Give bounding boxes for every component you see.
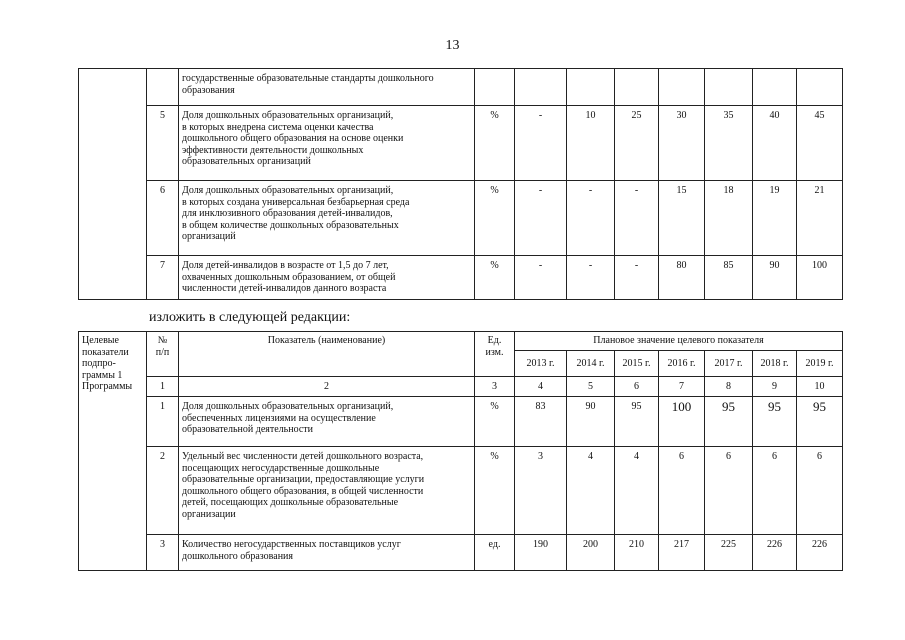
index-cell: 7 — [659, 377, 705, 397]
index-cell: 6 — [615, 377, 659, 397]
unit-header: Ед. изм. — [475, 332, 515, 377]
value-cell: 21 — [797, 181, 843, 256]
table-row — [79, 397, 843, 447]
value-cell: - — [515, 106, 567, 181]
value-cell: - — [515, 256, 567, 300]
value-cell: 100 — [659, 397, 705, 447]
value-cell: 210 — [615, 535, 659, 571]
table-row — [79, 106, 843, 181]
row-number: 6 — [147, 181, 179, 256]
row-number: 5 — [147, 106, 179, 181]
left-group-cell — [79, 69, 147, 300]
year-header: 2019 г. — [797, 351, 843, 377]
value-cell: 6 — [753, 447, 797, 535]
year-header: 2015 г. — [615, 351, 659, 377]
value-cell: 19 — [753, 181, 797, 256]
value-cell: 95 — [615, 397, 659, 447]
value-cell: 90 — [567, 397, 615, 447]
indicator-name: Доля дошкольных образовательных организаций, обеспеченных лицензиями на осуществление образовательной деятельности — [179, 397, 475, 447]
table-row — [79, 256, 843, 300]
value-cell: 6 — [797, 447, 843, 535]
value-cell: 200 — [567, 535, 615, 571]
value-cell: 4 — [615, 447, 659, 535]
value-cell: 95 — [705, 397, 753, 447]
unit-cell: % — [475, 106, 515, 181]
value-cell: 226 — [753, 535, 797, 571]
table-row — [79, 535, 843, 571]
value-cell: - — [567, 256, 615, 300]
value-cell: 45 — [797, 106, 843, 181]
value-cell: 83 — [515, 397, 567, 447]
year-header: 2013 г. — [515, 351, 567, 377]
continuation-text: государственные образовательные стандарты дошкольного образования — [179, 69, 475, 106]
table-row — [79, 181, 843, 256]
index-cell: 3 — [475, 377, 515, 397]
row-number: 1 — [147, 397, 179, 447]
index-cell: 1 — [147, 377, 179, 397]
number-header: № п/п — [147, 332, 179, 377]
index-cell: 8 — [705, 377, 753, 397]
value-cell: 100 — [797, 256, 843, 300]
index-cell: 2 — [179, 377, 475, 397]
value-cell: - — [567, 181, 615, 256]
value-cell: 95 — [797, 397, 843, 447]
value-cell: 35 — [705, 106, 753, 181]
indicator-name-header: Показатель (наименование) — [179, 332, 475, 377]
unit-cell: % — [475, 256, 515, 300]
index-cell: 5 — [567, 377, 615, 397]
indicator-name: Удельный вес численности детей дошкольного возраста, посещающих негосударственные дошкольные образовательные организации, предоставляющие услуги дошкольного общего образования, в общей численности детей, посещающих дошкольные образовательные организации — [179, 447, 475, 535]
value-cell: - — [515, 181, 567, 256]
year-header: 2014 г. — [567, 351, 615, 377]
year-header: 2016 г. — [659, 351, 705, 377]
indicator-name: Количество негосударственных поставщиков услуг дошкольного образования — [179, 535, 475, 571]
value-cell: 6 — [705, 447, 753, 535]
index-cell: 9 — [753, 377, 797, 397]
value-cell: 30 — [659, 106, 705, 181]
indicator-name: Доля детей-инвалидов в возрасте от 1,5 до 7 лет, охваченных дошкольным образованием, от общей численности детей-инвалидов данного возраста — [179, 256, 475, 300]
index-row — [79, 377, 843, 397]
value-cell: 85 — [705, 256, 753, 300]
previous-indicators-table — [78, 68, 843, 300]
value-cell: 190 — [515, 535, 567, 571]
target-indicators-header: Целевые показатели подпро- граммы 1 Программы — [79, 332, 147, 571]
value-cell: - — [615, 256, 659, 300]
plan-value-header: Плановое значение целевого показателя — [515, 332, 843, 351]
unit-cell: % — [475, 181, 515, 256]
year-header: 2017 г. — [705, 351, 753, 377]
row-number: 7 — [147, 256, 179, 300]
value-cell: 10 — [567, 106, 615, 181]
header-row — [79, 332, 843, 351]
value-cell: 95 — [753, 397, 797, 447]
index-cell: 10 — [797, 377, 843, 397]
value-cell: 15 — [659, 181, 705, 256]
value-cell: 90 — [753, 256, 797, 300]
value-cell: 6 — [659, 447, 705, 535]
value-cell: 217 — [659, 535, 705, 571]
value-cell: - — [615, 181, 659, 256]
unit-cell: ед. — [475, 535, 515, 571]
year-header: 2018 г. — [753, 351, 797, 377]
instruction-text: изложить в следующей редакции: — [149, 310, 351, 325]
value-cell: 25 — [615, 106, 659, 181]
indicator-name: Доля дошкольных образовательных организаций, в которых внедрена система оценки качества дошкольного общего образования на основе оценки эффективности деятельности дошкольных образовательных организаций — [179, 106, 475, 181]
value-cell: 226 — [797, 535, 843, 571]
unit-cell: % — [475, 447, 515, 535]
value-cell: 225 — [705, 535, 753, 571]
row-number: 3 — [147, 535, 179, 571]
value-cell: 4 — [567, 447, 615, 535]
value-cell: 3 — [515, 447, 567, 535]
index-cell: 4 — [515, 377, 567, 397]
table-row — [79, 447, 843, 535]
value-cell: 80 — [659, 256, 705, 300]
table-row — [79, 69, 843, 106]
value-cell: 18 — [705, 181, 753, 256]
unit-cell: % — [475, 397, 515, 447]
indicator-name: Доля дошкольных образовательных организаций, в которых создана универсальная безбарьерная среда для инклюзивного образования детей-инвалидов, в общем количестве дошкольных образовательных организаций — [179, 181, 475, 256]
page-number: 13 — [445, 38, 460, 53]
new-indicators-table — [78, 331, 843, 571]
row-number: 2 — [147, 447, 179, 535]
value-cell: 40 — [753, 106, 797, 181]
